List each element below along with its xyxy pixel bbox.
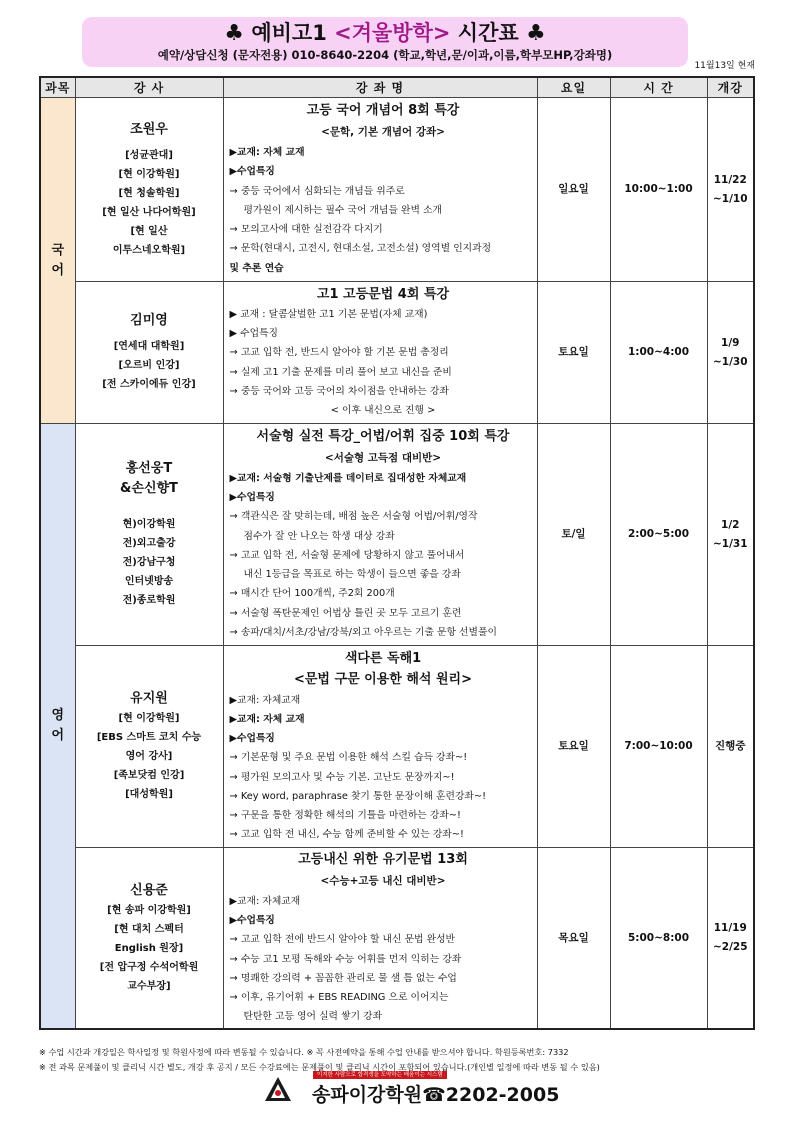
time-cell: 2:00~5:00 <box>610 424 707 646</box>
course-line: → 기본문형 및 주요 문법 이용한 해석 스킬 습득 강좌~! <box>229 752 468 764</box>
teacher-cell <box>75 98 223 282</box>
teacher-info: [전 압구정 수석어학원 <box>99 961 199 973</box>
header-time: 시 간 <box>610 77 707 98</box>
header-course: 강 좌 명 <box>223 77 537 98</box>
course-line: → Key word, paraphrase 찾기 통한 문장이해 훈련강좌~! <box>229 790 487 802</box>
day-cell: 토요일 <box>537 646 610 848</box>
teacher-info: [전 스카이에듀 인강] <box>102 379 196 390</box>
time-cell: 10:00~1:00 <box>610 98 707 282</box>
as-of-date: 11월13일 현재 <box>694 61 755 71</box>
course-line: ▶교재: 자체 교재 <box>229 713 305 725</box>
teacher-cell <box>75 848 223 1030</box>
course-line: 점수가 잘 안 나오는 학생 대상 강좌 <box>243 530 395 542</box>
teacher-info: 인터넷방송 <box>124 576 174 587</box>
course-line: → 송파/대치/서초/강남/강북/외고 아우르는 기출 문항 선별풀이 <box>229 626 497 638</box>
teacher-cell <box>75 282 223 424</box>
subject-english: 영 어 <box>40 424 75 1030</box>
teacher-info: [현 송파 이강학원] <box>107 904 191 916</box>
title-season: <겨울방학> <box>334 21 451 45</box>
page-title <box>82 20 688 47</box>
teacher-cell <box>75 424 223 646</box>
course-cell <box>223 646 537 848</box>
day-cell: 목요일 <box>537 848 610 1030</box>
course-line: ▶수업특징 <box>229 733 275 745</box>
teacher-info: English 원장] <box>114 942 184 954</box>
day-cell: 토요일 <box>537 282 610 424</box>
teacher-info: [현 일산 <box>130 225 168 237</box>
course-line: ▶교재: 서술형 기출난제를 데이터로 집대성한 자체교재 <box>229 473 467 485</box>
course-line: → 고교 입학 전 내신, 수능 함께 준비할 수 있는 강좌~! <box>229 829 464 841</box>
table-row <box>40 424 754 646</box>
course-line: → 고교 입학 전, 서술형 문제에 당황하지 않고 풀어내서 <box>229 549 465 561</box>
course-title: 서술형 실전 특강_어법/어휘 집중 10회 특강 <box>256 429 510 445</box>
course-line: ▶교재: 자체교재 <box>229 694 301 706</box>
course-title: 고등 국어 개념어 8회 특강 <box>306 103 460 119</box>
teacher-info: 전)종로학원 <box>122 595 176 606</box>
course-subtitle: <문학, 기본 개념어 강좌> <box>321 126 445 139</box>
title-prefix: 예비고1 <box>251 21 335 45</box>
course-line: → 고교 입학 전에 반드시 알아야 할 내신 문법 완성반 <box>229 934 456 946</box>
course-line: ▶수업특징 <box>229 915 275 927</box>
course-line: → 중등 국어에서 심화되는 개념들 위주로 <box>229 185 405 197</box>
course-line: ▶수업특징 <box>229 492 275 504</box>
teacher-name: 홍선웅T &손신향T <box>120 461 178 496</box>
teacher-name: 신용준 <box>130 882 168 898</box>
header-day: 요일 <box>537 77 610 98</box>
table-row <box>40 282 754 424</box>
start-cell: 진행중 <box>707 646 754 848</box>
course-line: → 모의고사에 대한 실전감각 다지기 <box>229 224 383 236</box>
start-cell: 1/2 ~1/31 <box>707 424 754 646</box>
teacher-info: 전)외고출강 <box>122 538 176 549</box>
course-line: → 이후, 유기어휘 + EBS READING 으로 이어지는 <box>229 992 449 1004</box>
teacher-info: [EBS 스마트 코치 수능 <box>96 732 202 743</box>
teacher-info: [현 일산 나다어학원] <box>102 206 196 218</box>
course-subtitle: <서술형 고득점 대비반> <box>324 452 442 465</box>
course-title: 고등내신 위한 유기문법 13회 <box>298 852 468 867</box>
timetable <box>39 76 755 1030</box>
table-row <box>40 98 754 282</box>
footnote: ※ 수업 시간과 개강일은 학사일정 및 학원사정에 따라 변동될 수 있습니다. ※ 꼭 사전예약을 통해 수업 안내를 받으셔야 합니다. 학원등록번호: 7332 <box>39 1047 569 1057</box>
teacher-name: 조원우 <box>130 121 168 137</box>
header-subject: 과목 <box>40 77 75 98</box>
start-cell: 11/22 ~1/10 <box>707 98 754 282</box>
time-cell: 1:00~4:00 <box>610 282 707 424</box>
course-line: ▶교재: 자체교재 <box>229 896 301 907</box>
time-cell: 5:00~8:00 <box>610 848 707 1030</box>
course-cell <box>223 424 537 646</box>
academy-logo-icon <box>262 1074 294 1106</box>
course-title: 색다른 독해1 <box>344 650 422 666</box>
day-cell: 토/일 <box>537 424 610 646</box>
course-line: ▶교재: 자체 교재 <box>229 147 305 159</box>
teacher-info: 전)강남구청 <box>122 557 176 568</box>
club-icon: ♣ <box>224 21 245 46</box>
teacher-name: 유지원 <box>130 691 168 706</box>
page-header <box>82 17 688 67</box>
teacher-info: 교수부장] <box>127 980 171 992</box>
course-line: ▶수업특징 <box>229 166 275 178</box>
course-line: → 서술형 폭탄문제인 어법상 틀린 곳 모두 고르기 훈련 <box>229 607 462 619</box>
course-line: → 실제 고1 기출 문제를 미리 풀어 보고 내신을 준비 <box>229 366 452 378</box>
course-line: 및 추론 연습 <box>229 262 284 274</box>
course-line: 내신 1등급을 목표로 하는 학생이 들으면 좋을 강좌 <box>243 569 461 581</box>
teacher-info: [현 이강학원] <box>118 168 180 180</box>
teacher-name: 김미영 <box>130 313 168 328</box>
contact-subtitle: 예약/상담신청 (문자전용) 010-8640-2204 (학교,학년,문/이과,이름,학부모HP,강좌명) <box>157 48 613 62</box>
teacher-info: [족보닷컴 인강] <box>113 770 185 781</box>
day-cell: 일요일 <box>537 98 610 282</box>
teacher-info: [대성학원] <box>125 789 173 800</box>
course-line: ▶ 교재 : 달콤살벌한 고1 기본 문법(자체 교재) <box>229 308 428 320</box>
academy-footer <box>262 1071 560 1107</box>
teacher-info: [현 대치 스펙터 <box>114 923 184 935</box>
footnote: ※ 전 과목 문제풀이 및 클리닉 시간 별도, 개강 후 공지 / 모든 수강료에는 문제풀이 및 클리닉 시간이 포함되어 있습니다.(개인별 일정에 따라 변동 될 수 있음) <box>39 1061 600 1072</box>
teacher-cell <box>75 646 223 848</box>
course-line: < 이후 내신으로 진행 > <box>330 404 436 416</box>
teacher-info: [오르비 인강] <box>118 360 180 371</box>
time-cell: 7:00~10:00 <box>610 646 707 848</box>
course-line: → 구문을 통한 정확한 해석의 기틀을 마련하는 강좌~! <box>229 809 461 821</box>
academy-name-phone: 송파이강학원☎2202-2005 <box>312 1084 560 1106</box>
course-line: → 수능 고1 모평 독해와 수능 어휘를 먼저 익히는 강좌 <box>229 953 462 965</box>
course-cell <box>223 282 537 424</box>
course-line: → 평가원 모의고사 및 수능 기본. 고난도 문장까지~! <box>229 771 455 783</box>
course-line: 탄탄한 고등 영어 실력 쌓기 강좌 <box>243 1011 383 1023</box>
course-line: → 문학(현대시, 고전시, 현대소설, 고전소설) 영역별 인지과정 <box>229 243 492 255</box>
teacher-info: 영어 강사] <box>125 751 173 762</box>
course-subtitle: <수능+고등 내신 대비반> <box>320 875 446 887</box>
course-line: → 매시간 단어 100개씩, 주2회 200개 <box>229 588 395 600</box>
teacher-info: [연세대 대학원] <box>113 341 185 352</box>
header-teacher: 강 사 <box>75 77 223 98</box>
header-start: 개강 <box>707 77 754 98</box>
table-header-row <box>40 77 754 98</box>
teacher-info: [성균관대] <box>125 149 173 161</box>
course-subtitle: <문법 구문 이용한 해석 원리> <box>293 671 473 687</box>
footnotes <box>39 1045 600 1074</box>
start-cell: 1/9 ~1/30 <box>707 282 754 424</box>
teacher-info: [현 이강학원] <box>118 713 180 724</box>
course-line: ▶ 수업특징 <box>229 328 279 340</box>
course-cell <box>223 848 537 1030</box>
teacher-info: [현 청솔학원] <box>118 187 180 199</box>
club-icon: ♣ <box>525 21 546 46</box>
subject-korean: 국 어 <box>40 98 75 424</box>
title-suffix: 시간표 <box>450 21 526 45</box>
course-line: → 고교 입학 전, 반드시 알아야 할 기본 문법 총정리 <box>229 347 449 359</box>
teacher-info: 이투스네오학원] <box>112 244 186 256</box>
course-line: → 객관식은 잘 맞히는데, 배점 높은 서술형 어법/어휘/영작 <box>229 511 478 523</box>
course-title: 고1 고등문법 4회 특강 <box>316 286 450 302</box>
table-row <box>40 848 754 1030</box>
table-row <box>40 646 754 848</box>
course-line: → 중등 국어와 고등 국어의 차이점을 안내하는 강좌 <box>229 385 449 397</box>
start-cell: 11/19 ~2/25 <box>707 848 754 1030</box>
course-line: 평가원이 제시하는 필수 국어 개념들 완벽 소개 <box>243 204 442 216</box>
academy-slogan: 이지한 사람으로 합격생을 도약하는 배움이는 시스템 <box>313 1071 447 1079</box>
teacher-info: 현)이강학원 <box>122 519 176 530</box>
course-line: → 명쾌한 강의력 + 꼼꼼한 관리로 물 샐 틈 없는 수업 <box>229 972 457 984</box>
course-cell <box>223 98 537 282</box>
